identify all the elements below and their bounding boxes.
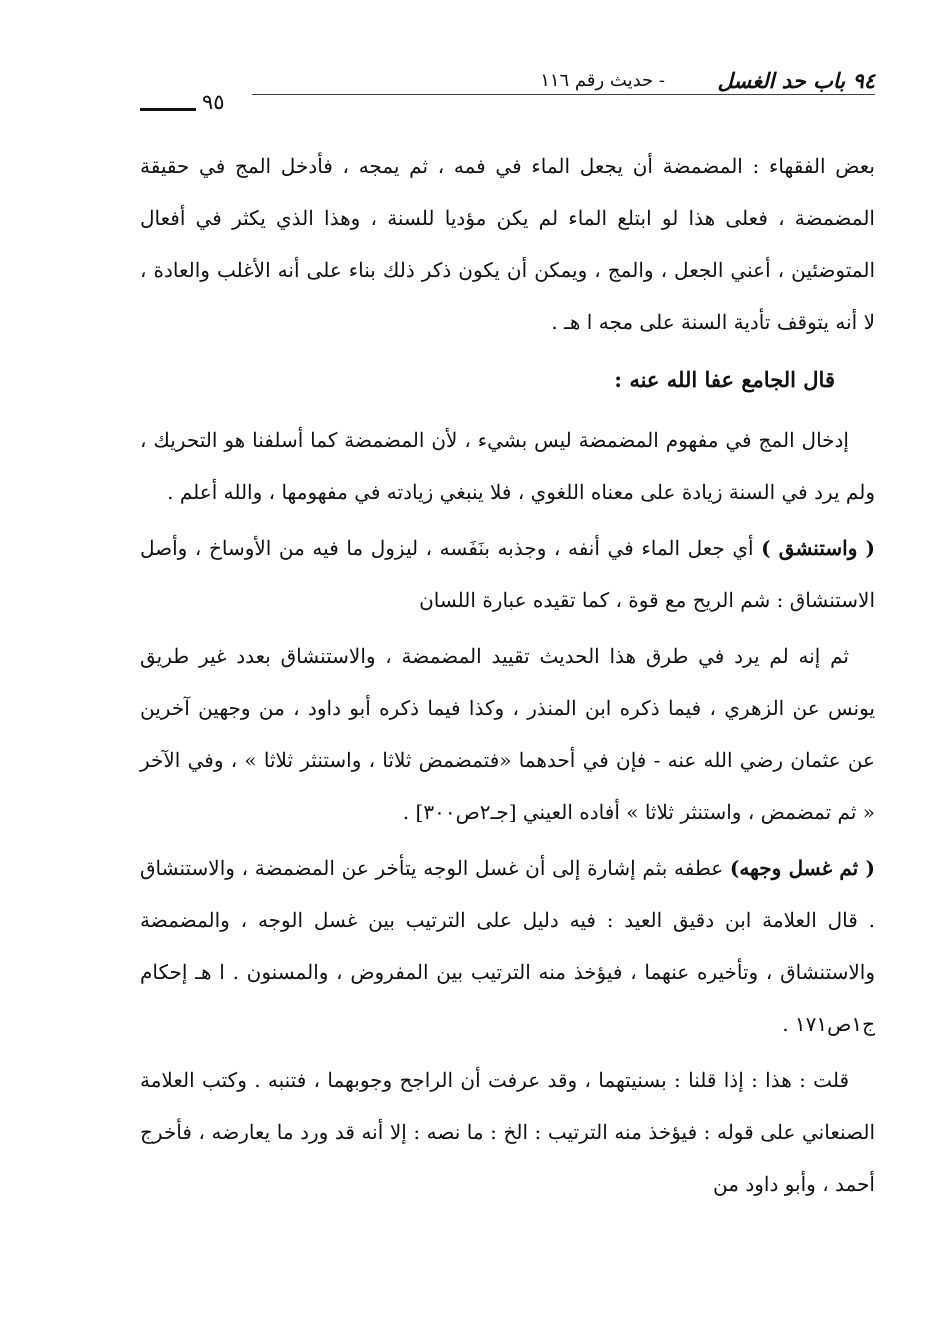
page-number-rule (140, 108, 196, 111)
paragraph-ghasl-wajh (140, 842, 875, 1050)
chapter-title: ٩٤ باب حد الغسل (717, 68, 875, 93)
paragraph-jami-comment: إدخال المج في مفهوم المضمضة ليس بشيء ، لأن المضمضة كما أسلفنا هو التحريك ، ولم يرد في السنة زيادة على معناه اللغوي ، فلا ينبغي زيادته في مفهومها ، والله أعلم . (140, 428, 875, 504)
page-body (140, 140, 875, 1210)
lemma-istanshaq: ( واستنشق ) (761, 536, 875, 560)
paragraph-istanshaq-text: أي جعل الماء في أنفه ، وجذبه بنَفَسه ، ليزول ما فيه من الأوساخ ، وأصل الاستنشاق : شم الريح مع قوة ، كما تقيده عبارة اللسان (140, 536, 875, 612)
lemma-ghasl-wajh: ( ثم غسل وجهه) (729, 856, 875, 880)
hadith-number: - حديث رقم ١١٦ (540, 70, 665, 91)
page-header (140, 68, 875, 114)
paragraph-ghasl-wajh-text: عطفه بثم إشارة إلى أن غسل الوجه يتأخر عن المضمضة ، والاستنشاق . قال العلامة ابن دقيق العيد : فيه دليل على الترتيب بين غسل الوجه ، والمضمضة والاستنشاق ، وتأخيره عنهما ، فيؤخذ منه الترتيب بين المفروض ، والمسنون . ا هـ إحكام ج١ص١٧١ . (140, 856, 875, 1036)
section-heading: قال الجامع عفا الله عنه : (614, 367, 835, 392)
paragraph-qultu: قلت : هذا : إذا قلنا : بسنيتهما ، وقد عرفت أن الراجح وجوبهما ، فتنبه . وكتب العلامة الصنعاني على قوله : فيؤخذ منه الترتيب : الخ : ما نصه : إلا أنه قد ورد ما يعارضه ، فأخرج أحمد ، وأبو داود من (140, 1068, 875, 1196)
paragraph-istanshaq (140, 522, 875, 626)
page-number: ٩٥ (202, 90, 225, 114)
paragraph-fuqaha: بعض الفقهاء : المضمضة أن يجعل الماء في فمه ، ثم يمجه ، فأدخل المج في حقيقة المضمضة ، فعلى هذا لو ابتلع الماء لم يكن مؤديا للسنة ، وهذا الذي يكثر في أفعال المتوضئين ، أعني الجعل ، والمج ، ويمكن أن يكون ذكر ذلك بناء على أنه الأغلب والعادة ، لا أنه يتوقف تأدية السنة على مجه ا هـ . (140, 154, 875, 334)
header-divider (252, 94, 875, 95)
paragraph-adad: ثم إنه لم يرد في طرق هذا الحديث تقييد المضمضة ، والاستنشاق بعدد غير طريق يونس عن الزهري ، فيما ذكره ابن المنذر ، وكذا فيما ذكره أبو داود ، من وجهين آخرين عن عثمان رضي الله عنه - فإن في أحدهما «فتمضمض ثلاثا ، واستنثر ثلاثا » ، وفي الآخر « ثم تمضمض ، واستنثر ثلاثا » أفاده العيني [جـ٢ص٣٠٠] . (140, 644, 875, 824)
